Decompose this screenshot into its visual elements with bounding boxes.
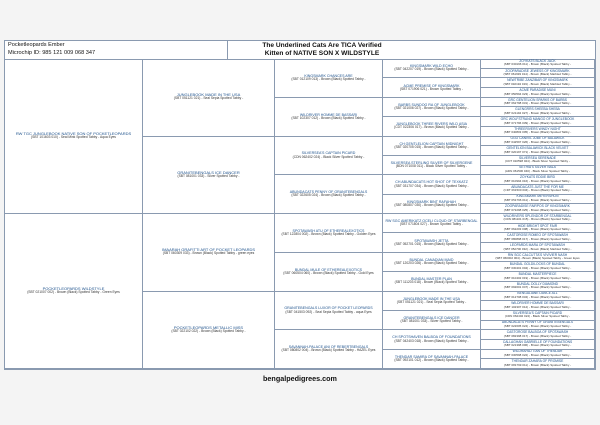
pedigree-cell xyxy=(481,292,594,302)
pedigree-cell xyxy=(481,272,594,282)
pedigree-cell xyxy=(383,330,480,349)
cat-name: THREERIVERS WINDY NIGHT xyxy=(514,126,561,131)
cat-name: WILDRIVER HOMME DE BASSARI xyxy=(299,112,358,117)
cat-name: SPOTAWASH JETTA xyxy=(414,238,449,243)
pedigree-cell xyxy=(275,59,382,98)
pedigree-cell xyxy=(481,253,594,263)
kitten-identity xyxy=(5,41,228,59)
cat-name: SPOTAWASH ATU OF ETHEREALEXOTICS xyxy=(292,228,365,233)
cat-name: ACME PARADISE MUNI xyxy=(519,88,556,92)
cat-name: GRC GENTELION SPARKS OF BARBS xyxy=(508,97,567,102)
pedigree-cell xyxy=(383,156,480,175)
cat-registration-info: (SBT 010994 016) - Brown (Black) Spotted Tabby - xyxy=(503,178,572,183)
pedigree-cell xyxy=(383,253,480,272)
cat-registration-info: (SBT 092101 012) - Brown (Black) Spotted Tabby - xyxy=(394,357,469,362)
pedigree-cell xyxy=(481,78,594,88)
gen4-column xyxy=(383,59,481,369)
pedigree-cell xyxy=(143,214,274,292)
cat-registration-info: (SBT 050594 023) - Brown (Black) Spotted Tabby - xyxy=(503,91,572,96)
pedigree-cell xyxy=(481,166,594,176)
cat-name: CASTOROSE BALBOA OF SPOTAWASH xyxy=(506,330,569,335)
pedigree-cell xyxy=(481,156,594,166)
cat-name: GRANITEBENGALS LUXOR OF POCKET LEOPARDS xyxy=(284,306,373,311)
pedigree-cell xyxy=(481,88,594,98)
pedigree-cell xyxy=(383,214,480,233)
cat-registration-info: (SBT 081799 011) - Brown (Black) Spotted Tabby - xyxy=(503,362,572,367)
pedigree-cell xyxy=(481,175,594,185)
cat-registration-info: (CDT 061500 034) - Brown (Black) Spotted Tabby - xyxy=(503,188,572,193)
cat-name: KINGSMARK CHANCES ARE xyxy=(304,73,353,78)
pedigree-cell xyxy=(275,214,382,253)
cat-name: CH SPOTSHAVEN BALBOA OF FOUNDATIONS xyxy=(392,335,471,340)
cat-name: SILVERSEA'S CAPTAIN PICARD xyxy=(301,151,356,156)
pedigree-cell xyxy=(275,137,382,176)
cat-name: ZOOPARADISE FAIRPOS OF KINGSMARK xyxy=(505,204,570,209)
pedigree-cell xyxy=(481,107,594,117)
microchip-id: Microchip ID: 985 121 009 068 347 xyxy=(8,50,96,56)
cat-name: GLENGRRS SHEEBA SHEBA xyxy=(515,107,560,112)
pedigree-cell xyxy=(481,233,594,243)
cat-registration-info: (SBT 021194 027) - Brown (Black) Spotted Tabby - xyxy=(503,110,572,115)
cat-registration-info: (SBT 051121 021) - Seal Sepia Spotted Tabby - xyxy=(396,299,467,304)
cat-registration-info: (SBT 020197 071) - Brown (Black) Spotted Tabby - xyxy=(503,149,572,154)
gen1-column xyxy=(5,59,143,369)
pedigree-cell xyxy=(481,195,594,205)
cat-registration-info: (SBT 071804 027) - Brown Spotted Tabby - xyxy=(399,222,464,227)
pedigree-cell xyxy=(275,330,382,369)
cat-registration-info: (SBT 021007 002) - Brown (Black) Spotted Tabby - Green Eyes xyxy=(27,290,120,295)
pedigree-cell xyxy=(481,243,594,253)
cat-name: CALLAGHAN GABRIELLE OF FOUNDATIONS xyxy=(502,339,573,344)
pedigree-cell xyxy=(481,214,594,224)
cat-registration-info: (SBT 071796 039) - Brown (Black) Spotted Tabby - xyxy=(503,120,572,125)
cat-name: RW TGC JUNGLEBOOK NATIVE SON OF POCKETLEOPARDS xyxy=(15,130,132,136)
cat-registration-info: (SBT 122804 002) - Brown (Black) Spotted Tabby - Golden Eyes xyxy=(281,232,376,237)
cat-registration-info: (SBT 101603 010) - Seal Mink Spotted Tabby - Aqua Eyes xyxy=(31,135,116,140)
cat-name: JUNGLEBOOK MADE IN THE USA xyxy=(402,296,461,301)
cat-name: ACME PREMISE OF KINGSMARK xyxy=(403,83,460,88)
cat-registration-info: (SBT 012708 034) - Brown (Black) Spotted Tabby - xyxy=(503,294,572,299)
cat-registration-info: (SBT 030196 011) - Brown (Black) Spotted Tabby - xyxy=(503,62,572,67)
pedigree-cell xyxy=(481,185,594,195)
cat-name: GRANITEBENGALS ICE DANCER xyxy=(177,169,240,175)
pedigree-cell xyxy=(481,204,594,214)
cat-registration-info: (SBT 042597 026) - Brown (Black) Spotted Tabby - xyxy=(503,139,572,144)
cat-registration-info: (SBT 031707 034) - Brown (Black) Spotted Tabby - xyxy=(394,183,469,188)
cat-name: NEWTRIBE ZANZIBAR OF KINGSMARK xyxy=(507,78,568,83)
cat-registration-info: (SBT 012109 013) - Brown (Black) Spotted Tabby - xyxy=(291,77,366,82)
cat-registration-info: (SBT 041503 092) - Seal Sepia Spotted Tabby - aqua Eyes xyxy=(285,309,372,314)
cat-name: BUNDAL GOLDILOCKS OF BUNDAL xyxy=(509,262,566,267)
cat-registration-info: (SBT 080802 004) - Brown (Black) Spotted Tabby - HAZEL Eyes xyxy=(281,348,376,353)
cat-registration-info: (SBT 092001 047) - Brown (Black) Spotted Tabby - xyxy=(503,285,572,290)
cat-name: HIDE BRIGHT SPOT FAIR xyxy=(517,223,558,228)
cat-name: BUNDAL DOLLY DIAMOND xyxy=(516,281,559,286)
pedigree-cell xyxy=(481,321,594,331)
pedigree-cell xyxy=(383,175,480,194)
cat-name: SILVERSEA STERLING SILVER OF SILVERGENE xyxy=(390,161,473,165)
gen2-column xyxy=(143,59,275,369)
cat-registration-info: (CDT 022306 017) - Brown (Black) Spotted Tabby - xyxy=(394,125,469,130)
cat-name: WILDRIVER HOMME DE BASSARI xyxy=(511,301,564,306)
cat-name: ABUNDACATS JUST THE FOR ME xyxy=(511,184,564,189)
cat-name: JUNGLEBOOK THREE RIVERS WILD ASIA xyxy=(395,122,468,127)
pedigree-cell xyxy=(481,359,594,369)
pedigree-header xyxy=(5,41,595,60)
cat-name: POCKETLEOPARDS METALLIC MISS xyxy=(173,324,244,330)
cat-name: BUNDAL MASTERPIECE xyxy=(518,272,557,276)
pedigree-title xyxy=(227,42,417,58)
cat-registration-info: (SBT 062798 031) - Brown (Black) Spotted Tabby - xyxy=(503,101,572,106)
pedigree-cell xyxy=(383,98,480,117)
pedigree-cell xyxy=(383,272,480,291)
cat-name: SAVANNAH-PALACE ANI OF REBERTBENGALS xyxy=(288,345,369,350)
cat-registration-info: (SBT 060504 060) - Brown (Black) Spotted Tabby - Gold Eyes xyxy=(283,270,374,275)
cat-name: BUNDAL CANADIAN MAID xyxy=(409,257,454,262)
pedigree-cell xyxy=(481,350,594,360)
cat-name: KINGSMARK WILD ECHO xyxy=(410,64,453,69)
cat-registration-info: (SBT 032194 019) - Brown (Black) Marbled Tabby - xyxy=(503,81,572,86)
cat-registration-info: (SBT 060309 033) - Brown (Black) Spotted Tabby - green eyes xyxy=(162,251,255,256)
gen3-column xyxy=(275,59,383,369)
cat-name: CH ABUNDACATS HOT SHOT OF TEXKATZ xyxy=(395,180,468,185)
pedigree-cell xyxy=(383,292,480,311)
cat-name: WILDRAHAJ TIAN OF THENDAR xyxy=(512,349,563,354)
cat-name: SILVERSEA SERENADE xyxy=(519,155,556,160)
cat-registration-info: (CDN 062402 024) - Black Silver Spotted Tabby - xyxy=(504,314,571,319)
cat-name: ZOYKATS BLACK JACK xyxy=(519,59,556,63)
cat-name: BENGALIANE DANCE ALL xyxy=(517,291,558,296)
pedigree-cell xyxy=(481,282,594,292)
title-verified-note: The Underlined Cats Are TICA Verified xyxy=(262,42,382,49)
cat-registration-info: (SBT 081001 033) - Silver Spotted Tabby - xyxy=(177,173,240,178)
cat-registration-info: (SBT 021398 006) - Brown (Black) Spotted Tabby - xyxy=(503,343,572,348)
cat-registration-info: (SBT 061993 014) - Brown (Black) Marbled Tabby - xyxy=(503,72,572,77)
cat-registration-info: (CDN 062402 024) - Black Silver Spotted Tabby - xyxy=(292,154,365,159)
cat-name: THENDAR ZAHARA OF PROMISE xyxy=(511,359,564,364)
pedigree-cell xyxy=(5,59,142,214)
pedigree-cell xyxy=(275,253,382,292)
pedigree-sheet xyxy=(4,40,596,370)
cat-registration-info: (SBT 102307 012) - Brown (Black) Spotted Tabby - xyxy=(291,115,366,120)
cat-name: CH GENTLELION CAPTAIN MIDNIGHT xyxy=(399,141,464,146)
site-footer: bengalpedigrees.com xyxy=(263,374,337,383)
pedigree-cell xyxy=(275,175,382,214)
cat-registration-info: (SBT 051796 011) - Brown (Black) Spotted Tabby - xyxy=(503,198,572,203)
pedigree-cell xyxy=(143,292,274,370)
cat-registration-info: (SBT 080898 017) - Brown (Black) Spotted Tabby - xyxy=(503,236,572,241)
pedigree-cell xyxy=(383,195,480,214)
cat-registration-info: (SBT 102307 012) - Brown (Black) Spotted Tabby - xyxy=(503,304,572,309)
pedigree-grid xyxy=(5,59,595,369)
cat-registration-info: (SBT 022605 024) - Brown (Black) Spotted Tabby - xyxy=(503,324,572,328)
cat-name: SETHIA'S SILVER NALA xyxy=(519,165,556,170)
pedigree-cell xyxy=(383,117,480,136)
pedigree-cell xyxy=(143,137,274,215)
pedigree-cell xyxy=(383,350,480,369)
cat-registration-info: (CDN 081101 015) - Brown (Black) Spotted Tabby - xyxy=(503,217,572,222)
cat-registration-info: (SBT 022605 024) - Brown (Black) Spotted Tabby - xyxy=(291,193,366,198)
cat-name: ZOYKATS EDDIE BIRD xyxy=(520,175,555,180)
pedigree-cell xyxy=(481,98,594,108)
cat-name: GENTELION BALAWICK BLACK VELVET xyxy=(506,146,569,151)
pedigree-cell xyxy=(481,69,594,79)
gen5-column xyxy=(481,59,595,369)
cat-name: RW SGC AMERIKATZ OCELI CLOUD OF STARBENGAL xyxy=(385,219,478,224)
pedigree-cell xyxy=(481,311,594,321)
cattery-name: Pocketleopards Ember xyxy=(8,42,65,48)
cat-registration-info: (SBT 021006 027) - Brown (Black) Spotted Tabby - xyxy=(394,106,469,111)
cat-registration-info: (SBT 010402 019) - Brown (Black) Spotted Tabby - xyxy=(503,275,572,280)
cat-registration-info: (SBT 062203 008) - Brown (Black) Spotted Tabby - xyxy=(503,227,572,232)
pedigree-cell xyxy=(481,224,594,234)
pedigree-cell xyxy=(481,262,594,272)
cat-registration-info: (SBT 072298 025) - Brown (Black) Spotted Tabby - xyxy=(503,207,572,212)
cat-name: GGO CANIVIL JUBE OF BALAWICK xyxy=(510,136,565,141)
cat-name: BARBS SUNDOG RA OF JUNGLEBOOK xyxy=(398,102,465,107)
cat-registration-info: (SBT 081001 033) - Silver Spotted Tabby - xyxy=(400,319,463,324)
cat-registration-info: (SBT 052700 032) - Brown (Black) Marbled Tabby - xyxy=(503,246,572,251)
cat-registration-info: (SBT 120203 026) - Brown (Black) Spotted Tabby - xyxy=(394,261,469,266)
title-kitten-of: Kitten of NATIVE SON X WILDSTYLE xyxy=(264,50,380,57)
cat-registration-info: (SBT 020705 015) - Brown (Black) Spotted Tabby - xyxy=(394,144,469,149)
pedigree-cell xyxy=(383,59,480,78)
cat-registration-info: (CDT 010598 024) - Black Silver Spotted Tabby - xyxy=(505,159,570,164)
pedigree-cell xyxy=(481,146,594,156)
cat-name: LEOPARDS MARA OF SPOTAWASH xyxy=(510,243,565,247)
cat-name: GRANITEBENGALS ICE DANCER xyxy=(403,316,460,320)
cat-registration-info: (SBT 071906 021) - Brown Spotted Tabby - xyxy=(399,86,464,91)
pedigree-cell xyxy=(383,311,480,330)
cat-name: KINGSMARK BINT RAFAHAH xyxy=(407,199,456,204)
cat-name: THENDAR SAMIRA OF SAVANNAH-PALACE xyxy=(394,354,469,359)
cat-name: WILDRIVERS SPLENDOR OF STARBENGAL xyxy=(503,214,572,218)
cat-registration-info: (SBT 082398 017) - Brown (Black) Spotted Tabby - xyxy=(503,333,572,338)
cat-name: ABUNDACATS PENNY OF GRANITEBENGALS xyxy=(501,320,574,325)
pedigree-cell xyxy=(481,301,594,311)
cat-registration-info: (SBT 052701 015) - Brown (Black) Spotted Tabby - xyxy=(394,241,469,246)
pedigree-cell xyxy=(275,292,382,331)
pedigree-cell xyxy=(481,340,594,350)
cat-name: ABUNDACATS PENNY OF GRANITEBENGALS xyxy=(289,190,368,195)
cat-registration-info: (SBT 040803 005) - Brown (Black) Spotted Tabby - xyxy=(503,130,572,135)
pedigree-cell xyxy=(5,214,142,369)
cat-name: KINGSMARK MEYERSHON xyxy=(516,194,559,199)
cat-registration-info: (SBT 111203 018) - Brown (Black) Spotted Tabby - xyxy=(394,280,469,285)
pedigree-cell xyxy=(481,127,594,137)
cat-name: JUNGLEBOOK MADE IN THE USA xyxy=(176,92,241,98)
cat-registration-info: (SBT 060002 004) - Brown (Black) Spotted Tabby - Green Eyes xyxy=(495,256,580,261)
cat-registration-info: (ADN 061506 040) - Black Silver Spotted Tabby - xyxy=(504,169,571,173)
pedigree-cell xyxy=(481,137,594,147)
pedigree-cell xyxy=(383,137,480,156)
pedigree-cell xyxy=(383,233,480,252)
cat-name: IMAARAH GRAFITTI ART OF POCKET LEOPARDS xyxy=(161,247,256,253)
cat-registration-info: (SBT 080807 030) - Brown (Black) Spotted Tabby - xyxy=(394,202,469,207)
pedigree-cell xyxy=(143,59,274,137)
cat-name: SILVERSEA'S CAPTAIN PICARD xyxy=(512,310,563,315)
cat-name: BUNDAL MULE OF ETHEREALEXOTICS xyxy=(294,267,363,272)
cat-name: BUNDAL MASTER PLAN xyxy=(411,277,452,282)
cat-name: RW SGC CALCUTTA'S VIVIVIER NASH xyxy=(507,252,568,257)
cat-registration-info: (SBT 030401 004) - Brown (Black) Spotted Tabby - xyxy=(503,265,572,270)
cat-name: CASTOROSE ROMEO OF SPOTAWASH xyxy=(507,233,568,238)
cat-registration-info: (SBT 042403 018) - Brown (Black) Spotted Tabby - xyxy=(394,338,469,343)
pedigree-cell xyxy=(481,59,594,69)
cat-registration-info: (BDN 071008 011) - Black Silver Spotted Tabby - xyxy=(395,164,468,169)
pedigree-cell xyxy=(481,330,594,340)
cat-registration-info: (SBT 030598 022) - Brown (Black) Spotted Tabby - xyxy=(503,353,572,358)
cat-name: GRC WOLFSTRAND MANGO OF JUNGLEBOOK xyxy=(500,117,575,121)
cat-name: POCKETLEOPARDS WILDSTYLE xyxy=(42,285,105,291)
pedigree-cell xyxy=(383,78,480,97)
cat-registration-info: (SBT 042207 019) - Brown (Black) Spotted Tabby - xyxy=(394,67,469,72)
pedigree-cell xyxy=(481,117,594,127)
cat-registration-info: (SBT 022102 022) - Brown (Black) Spotted Tabby - xyxy=(171,328,246,333)
pedigree-cell xyxy=(275,98,382,137)
cat-name: ZOOPARADISE JEWESS OF KINGSMARK xyxy=(505,68,570,73)
cat-registration-info: (SBT 051121 021) - Seal Sepia Spotted Tabby - xyxy=(173,96,244,101)
